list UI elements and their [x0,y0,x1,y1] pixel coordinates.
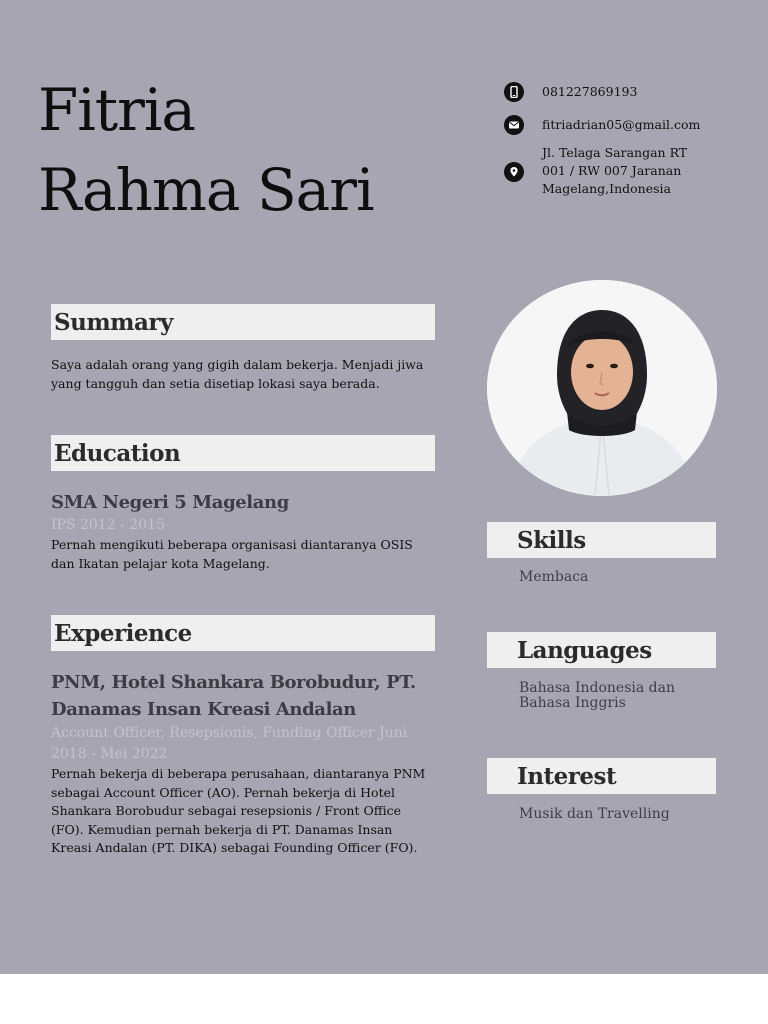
profile-photo [487,280,717,496]
skills-text: Membaca [519,569,589,585]
address-text: Jl. Telaga Sarangan RT 001 / RW 007 Jaranan Magelang,Indonesia [542,145,688,196]
education-heading: Education [54,439,181,467]
summary-text: Saya adalah orang yang gigih dalam bekerja. Menjadi jiwa yang tangguh dan setia disetiap lokasi saya berada. [51,357,424,391]
education-details: IPS 2012 - 2015 [51,517,165,533]
contact-email [504,115,712,135]
languages-text: Bahasa Indonesia dan Bahasa Inggris [519,680,676,711]
phone-icon [504,82,524,102]
skills-heading-bar [487,522,716,558]
languages-heading-bar [487,632,716,668]
contact-address [504,144,712,198]
summary-heading: Summary [54,308,173,336]
summary-heading-bar [51,304,435,340]
email-address[interactable]: fitriadrian05@gmail.com [542,117,701,132]
languages-heading: Languages [517,636,652,664]
contact-phone [504,82,712,102]
location-pin-icon [504,162,524,182]
name-line-1: Fitria [38,76,195,144]
experience-heading-bar [51,615,435,651]
name-line-2: Rahma Sari [38,156,374,224]
phone-number[interactable]: 081227869193 [542,84,638,99]
skills-heading: Skills [517,526,586,554]
interest-text: Musik dan Travelling [519,806,670,822]
experience-description: Pernah bekerja di beberapa perusahaan, diantaranya PNM sebagai Account Officer (AO). Pernah bekerja di Hotel Shankara Borobudur sebagai resepsionis / Front Office (FO). Kemudian pernah bekerja di PT. Danamas Insan Kreasi Andalan (PT. DIKA) sebagai Founding Officer (FO). [51,766,426,855]
experience-heading: Experience [54,619,192,647]
full-name [38,70,374,230]
education-heading-bar [51,435,435,471]
education-school: SMA Negeri 5 Magelang [51,492,289,513]
interest-heading-bar [487,758,716,794]
envelope-icon [504,115,524,135]
interest-heading: Interest [517,762,617,790]
experience-details: Account Officer, Resepsionis, Funding Officer Juni 2018 - Mei 2022 [51,725,408,762]
experience-companies: PNM, Hotel Shankara Borobudur, PT. Danamas Insan Kreasi Andalan [51,672,416,720]
education-description: Pernah mengikuti beberapa organisasi diantaranya OSIS dan Ikatan pelajar kota Magelang. [51,537,413,571]
